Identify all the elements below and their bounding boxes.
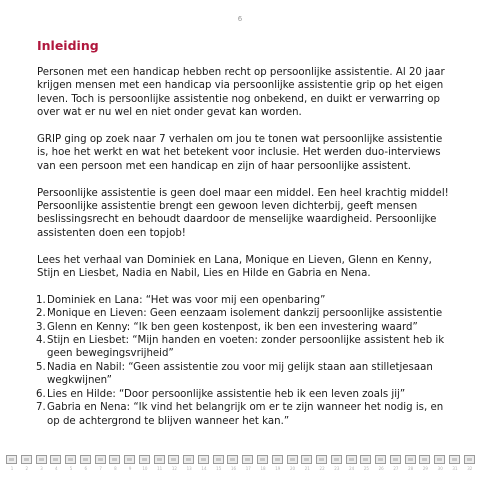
list-item-number: 3. (36, 321, 46, 333)
page-thumbnail-icon (80, 455, 91, 464)
page-thumbnail[interactable] (331, 455, 343, 473)
page-thumbnail[interactable] (168, 455, 180, 473)
page-thumbnail-label: 22 (319, 466, 325, 471)
page-thumbnail-icon (242, 455, 253, 464)
page-thumbnail[interactable] (346, 455, 358, 473)
list-item-number: 6. (36, 388, 46, 400)
page-thumbnail-label: 11 (157, 466, 163, 471)
page-thumbnail-icon (419, 455, 430, 464)
means-paragraph: Persoonlijke assistentie is geen doel maar een middel. Een heel krachtig middel! Persoonlijke assistentie brengt een gewoon leven dichterbij, geeft mensen beslissingsrecht en behoudt daardoor de menselijke waardigheid. Persoonlijke assistenten doen een topjob! (37, 187, 449, 239)
page-thumbnail[interactable] (390, 455, 402, 473)
list-item-text: Glenn en Kenny: “Ik ben geen kostenpost, ik ben een investering waard” (47, 321, 418, 333)
page-thumbnail-label: 15 (216, 466, 222, 471)
page-thumbnail-icon (139, 455, 150, 464)
page-thumbnail-label: 31 (452, 466, 458, 471)
page-thumbnail-label: 1 (10, 466, 14, 471)
page-thumbnail[interactable] (50, 455, 62, 473)
page-thumbnail-label: 2 (25, 466, 29, 471)
page-title: Inleiding (37, 38, 99, 53)
page-thumbnail-label: 26 (378, 466, 384, 471)
page-thumbnail[interactable] (80, 455, 92, 473)
page-thumbnail-label: 23 (334, 466, 340, 471)
list-item-number: 4. (36, 335, 46, 347)
page-thumbnail[interactable] (95, 455, 107, 473)
stories-list (37, 294, 449, 428)
page-thumbnail[interactable] (419, 455, 431, 473)
list-item-text: Monique en Lieven: Geen eenzaam isolement dankzij persoonlijke assistentie (47, 308, 443, 320)
list-item (37, 307, 449, 320)
page-thumbnail[interactable] (375, 455, 387, 473)
page-thumbnail-icon (183, 455, 194, 464)
page-thumbnail-icon (6, 455, 17, 464)
page-thumbnail[interactable] (287, 455, 299, 473)
page-thumbnail-label: 21 (304, 466, 310, 471)
page-thumbnail-label: 4 (55, 466, 58, 471)
page-thumbnail[interactable] (449, 455, 461, 473)
page-thumbnail-icon (434, 455, 445, 464)
page-thumbnail-icon (168, 455, 179, 464)
list-item-number: 7. (36, 402, 46, 414)
list-item (37, 321, 449, 334)
page-thumbnail-label: 7 (99, 466, 102, 471)
page-thumbnail-label: 30 (437, 466, 443, 471)
list-item (37, 361, 449, 388)
list-item-text: Nadia en Nabil: “Geen assistentie zou voor mij gelijk staan aan stilletjesaan wegkwijnen” (47, 361, 433, 387)
page-thumbnail-label: 10 (142, 466, 148, 471)
page-thumbnail-icon (272, 455, 283, 464)
page-thumbnail-label: 17 (245, 466, 251, 471)
page-thumbnail[interactable] (464, 455, 476, 473)
list-item (37, 334, 449, 361)
page-thumbnail[interactable] (272, 455, 284, 473)
page-thumbnail-label: 25 (363, 466, 369, 471)
page-thumbnail-icon (65, 455, 76, 464)
page-thumbnail[interactable] (316, 455, 328, 473)
page-thumbnail[interactable] (65, 455, 77, 473)
page-thumbnail-icon (464, 455, 475, 464)
page-thumbnail-label: 3 (40, 466, 43, 471)
list-item-number: 2. (36, 308, 46, 320)
page-thumbnail-label: 29 (422, 466, 428, 471)
page-thumbnail-label: 16 (230, 466, 237, 471)
page-thumbnail[interactable] (139, 455, 151, 473)
page-thumbnail-label: 14 (201, 466, 207, 471)
page-thumbnail[interactable] (124, 455, 136, 473)
list-item (37, 388, 449, 401)
page-thumbnail[interactable] (198, 455, 210, 473)
page-thumbnail-icon (198, 455, 209, 464)
page-thumbnail-icon (36, 455, 47, 464)
page-thumbnail-icon (124, 455, 135, 464)
page-thumbnail[interactable] (301, 455, 313, 473)
page-thumbnail-icon (346, 455, 357, 464)
page-thumbnail-label: 8 (114, 466, 117, 471)
page-thumbnail-label: 20 (290, 466, 296, 471)
page-thumbnail-label: 18 (260, 466, 266, 471)
document-body (37, 66, 449, 428)
page-thumbnail-icon (257, 455, 268, 464)
page-thumbnail[interactable] (154, 455, 166, 473)
page-thumbnail[interactable] (227, 455, 239, 473)
page-thumbnail-icon (154, 455, 165, 464)
page-thumbnail[interactable] (257, 455, 269, 473)
page-thumbnail-icon (331, 455, 342, 464)
page-number: 6 (237, 15, 243, 23)
page-thumbnail-label: 5 (69, 466, 73, 471)
grip-paragraph: GRIP ging op zoek naar 7 verhalen om jou te tonen wat persoonlijke assistentie is, hoe het werkt en wat het betekent voor inclusie. Het werden duo-interviews van een persoon met een handicap en zijn of haar persoonlijke assistent. (37, 134, 443, 172)
page-thumbnail-icon (449, 455, 460, 464)
list-item-text: Gabria en Nena: “Ik vind het belangrijk om er te zijn wanneer het nodig is, en op de achtergrond te blijven wanneer het kan.” (47, 402, 444, 427)
page-thumbnail-icon (316, 455, 327, 464)
page-thumbnail[interactable] (405, 455, 417, 473)
page-thumbnail-icon (390, 455, 401, 464)
page-thumbnail-icon (287, 455, 298, 464)
page-thumbnail-icon (109, 455, 120, 464)
page-thumbnail-icon (95, 455, 106, 464)
page-thumbnail[interactable] (6, 455, 18, 473)
intro-paragraph: Personen met een handicap hebben recht op persoonlijke assistentie. Al 20 jaar krijgen mensen met een handicap via persoonlijke assistentie grip op het eigen leven. Toch is persoonlijke assistentie nog onbekend, en duikt er verwarring op over wat er nu wel en niet onder gevat kan worden. (37, 67, 445, 119)
list-item (37, 294, 449, 307)
page-thumbnail-icon (375, 455, 386, 464)
page-thumbnail-label: 32 (467, 466, 473, 471)
page-thumbnail[interactable] (213, 455, 225, 473)
page-thumbnail-label: 12 (171, 466, 177, 471)
page-thumbnail-icon (21, 455, 32, 464)
page-thumbnail-icon (213, 455, 224, 464)
page-thumbnail-label: 27 (393, 466, 399, 471)
list-item-text: Lies en Hilde: “Door persoonlijke assistentie heb ik een leven zoals jij” (47, 388, 406, 400)
page-thumbnail-label: 6 (84, 466, 88, 471)
page-thumbnail-label: 28 (408, 466, 414, 471)
page-thumbnail[interactable] (21, 455, 33, 473)
list-item-number: 1. (36, 294, 46, 306)
page-thumbnail-icon (50, 455, 61, 464)
page-thumbnail-label: 13 (186, 466, 192, 471)
page-thumbnail[interactable] (183, 455, 195, 473)
page-thumbnail-icon (301, 455, 312, 464)
page-thumbnail-icon (360, 455, 371, 464)
page-thumbnail[interactable] (36, 455, 48, 473)
page-thumbnail-label: 24 (349, 466, 355, 471)
page-thumbnail-icon (405, 455, 416, 464)
page-thumbnail-label: 9 (128, 466, 132, 471)
list-item-number: 5. (36, 361, 46, 373)
page-thumbnail[interactable] (109, 455, 121, 473)
page-thumbnail[interactable] (434, 455, 446, 473)
list-item (37, 401, 449, 428)
page-thumbnail-label: 19 (275, 466, 281, 471)
list-item-text: Stijn en Liesbet: “Mijn handen en voeten: zonder persoonlijke assistent heb ik geen bewegingsvrijheid” (47, 335, 445, 360)
page-thumbnail[interactable] (242, 455, 254, 473)
list-item-text: Dominiek en Lana: “Het was voor mij een openbaring” (47, 294, 326, 306)
stories-intro-paragraph: Lees het verhaal van Dominiek en Lana, Monique en Lieven, Glenn en Kenny, Stijn en Liesbet, Nadia en Nabil, Lies en Hilde en Gabria en Nena. (37, 254, 432, 280)
page-thumbnail-strip (6, 455, 476, 473)
page-thumbnail-icon (227, 455, 238, 464)
page-thumbnail[interactable] (360, 455, 372, 473)
